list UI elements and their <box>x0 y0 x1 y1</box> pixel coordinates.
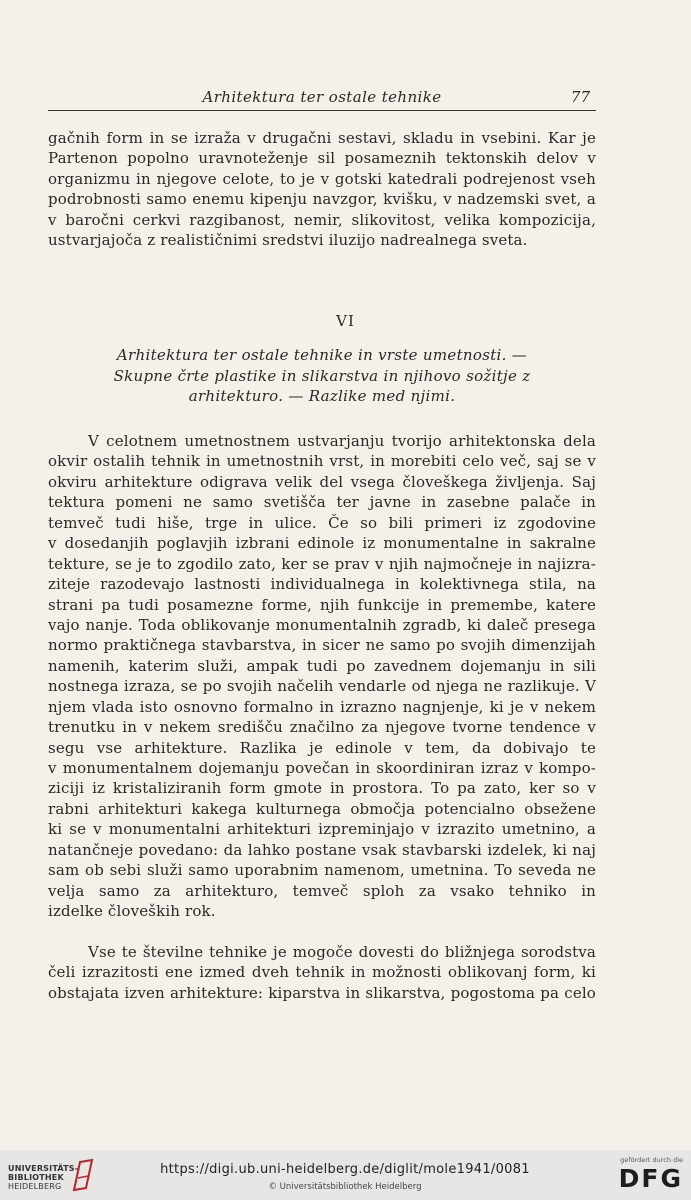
text-line: v monumentalnem dojemanju povečan in skoordiniran izraz v kompo- <box>48 759 596 777</box>
text-line: sam ob sebi služi samo uporabnim namenom, umetnina. To seveda ne <box>48 861 596 880</box>
text-line: normo praktičnega stavbarstva, in sicer ne samo po svojih dimenzijah <box>48 636 596 655</box>
paragraph-2 <box>48 431 596 922</box>
funding-note: gefördert durch die <box>620 1156 683 1164</box>
text-line: tekture, se je to zgodilo zato, ker se prav v njih najmočneje in najizra- <box>48 554 596 573</box>
text-line: njem vlada isto osnovno formalno in izrazno nagnjenje, ki je v nekem <box>48 697 596 716</box>
text-line: ki se v monumentalni arhitekturi izpreminjajo v izrazito umetnino, a <box>48 820 596 839</box>
summary-line: Arhitektura ter ostale tehnike in vrste umetnosti. — <box>116 346 528 364</box>
text-line: gačnih form in se izraža v drugačni sestavi, skladu in vsebini. Kar je <box>48 129 596 147</box>
text-line: segu vse arhitekture. Razlika je edinole v tem, da dobivajo te <box>48 738 596 757</box>
library-logo-line: HEIDELBERG <box>8 1182 62 1191</box>
text-line: trenutku in v nekem središču značilno za njegove tvorne tendence v <box>48 718 596 737</box>
text-line: v dosedanjih poglavjih izbrani edinole iz monumentalne in sakralne <box>48 534 596 553</box>
text-line: v baročni cerkvi razgibanost, nemir, slikovitost, velika kompozicija, <box>48 210 596 229</box>
summary-line: arhitekturo. — Razlike med njimi. <box>188 387 456 405</box>
permalink-link[interactable]: https://digi.ub.uni-heidelberg.de/diglit/mole1941/0081 <box>160 1162 530 1177</box>
text-line: temveč tudi hiše, trge in ulice. Če so bili primeri iz zgodovine <box>48 513 596 532</box>
text-line: rabni arhitekturi kakega kulturnega območja potencialno obsežene <box>48 799 596 818</box>
text-line: čeli izrazitosti ene izmed dveh tehnik in možnosti oblikovanj form, ki <box>48 963 596 982</box>
page-number: 77 <box>570 88 590 106</box>
paragraph-3 <box>48 942 596 1003</box>
text-line: Partenon popolno uravnoteženje sil posameznih tektonskih delov v <box>48 149 596 168</box>
text-line: V celotnem umetnostnem ustvarjanju tvorijo arhitektonska dela <box>88 432 596 450</box>
text-line: strani pa tudi posamezne forme, njih funkcije in premembe, katere <box>48 595 596 614</box>
viewer-footer <box>0 1150 691 1200</box>
chapter-summary <box>48 345 596 407</box>
text-line: namenih, katerim služi, ampak tudi po zavednem dojemanju in sili <box>48 656 596 675</box>
text-line: podrobnosti samo enemu kipenju navzgor, kvišku, v nadzemski svet, a <box>48 190 596 209</box>
text-line: ustvarjajoča z realističnimi sredstvi iluzijo nadrealnega sveta. <box>48 231 528 250</box>
library-logo-line: BIBLIOTHEK <box>8 1173 64 1182</box>
library-emblem-icon <box>70 1156 96 1194</box>
text-line: okviru arhitekture odigrava velik del vsega človeškega življenja. Saj <box>48 472 596 491</box>
text-line: vajo nanje. Toda oblikovanje monumentalnih zgradb, ki daleč presega <box>48 615 596 634</box>
library-logo-line: UNIVERSITÄTS- <box>8 1164 79 1173</box>
text-line: izdelke človeških rok. <box>48 902 216 921</box>
running-title: Arhitektura ter ostale tehnike <box>202 88 442 106</box>
text-line: ziteje razodevajo lastnosti individualnega in kolektivnega stila, na <box>48 575 596 594</box>
running-head <box>48 84 596 111</box>
text-line: velja samo za arhitekturo, temveč sploh za vsako tehniko in <box>48 881 596 900</box>
summary-line: Skupne črte plastike in slikarstva in njihovo sožitje z <box>113 366 531 385</box>
dfg-logo[interactable]: DFG <box>618 1164 683 1193</box>
text-line: tektura pomeni ne samo svetišča ter javne in zasebne palače in <box>48 493 596 512</box>
chapter-number: VI <box>336 312 355 330</box>
text-line: organizmu in njegove celote, to je v gotski katedrali podrejenost vseh <box>48 169 596 188</box>
text-line: nostnega izraza, se po svojih načelih vendarle od njega ne razlikuje. V <box>48 677 596 696</box>
text-line: ziciji iz kristaliziranih form gmote in prostora. To pa zato, ker so v <box>48 779 596 798</box>
text-line: okvir ostalih tehnik in umetnostnih vrst, in morebiti celo več, saj se v <box>48 452 596 471</box>
paragraph-1 <box>48 128 596 251</box>
text-line: Vse te številne tehnike je mogoče dovesti do bližnjega sorodstva <box>88 943 596 961</box>
text-line: natančneje povedano: da lahko postane vsak stavbarski izdelek, ki naj <box>48 840 596 859</box>
text-line: obstajata izven arhitekture: kiparstva in slikarstva, pogostoma pa celo <box>48 983 596 1002</box>
copyright-notice: © Universitätsbibliothek Heidelberg <box>268 1182 422 1192</box>
